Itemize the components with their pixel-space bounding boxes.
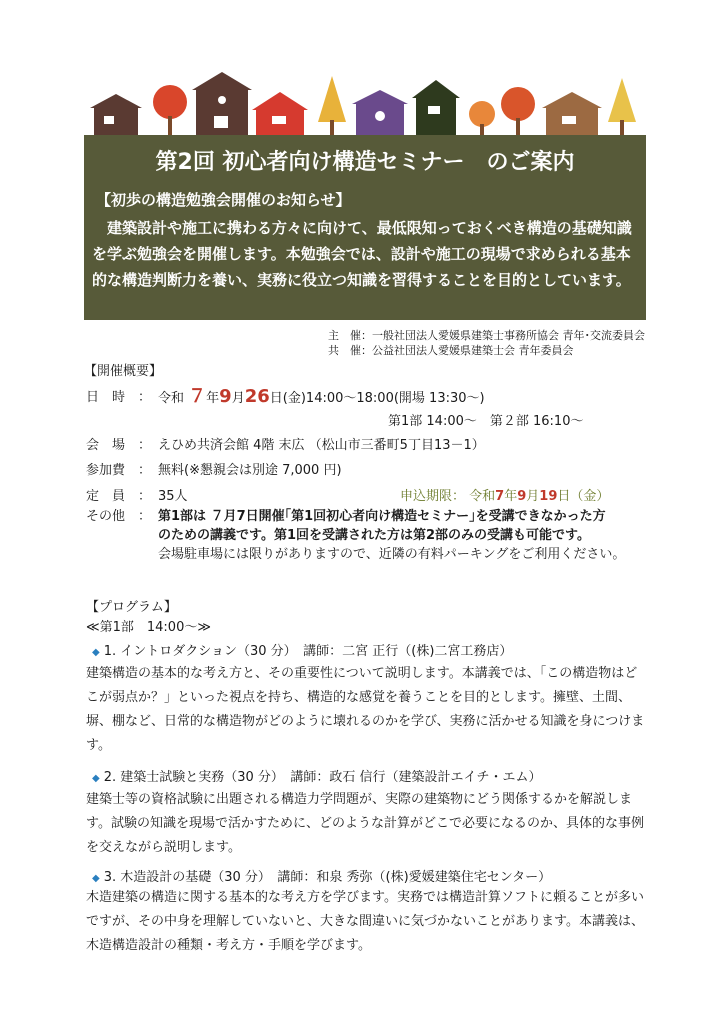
deadline-year-suffix: 年 bbox=[504, 489, 518, 504]
cohost-label: 共 催： bbox=[328, 344, 372, 357]
lecture-3-title bbox=[92, 866, 551, 885]
capacity-label: 定 員 ： bbox=[86, 489, 152, 504]
capacity-value: 35人 bbox=[158, 489, 188, 504]
fee-label: 参加費 ： bbox=[86, 463, 152, 478]
date-month-suffix: 月 bbox=[231, 391, 245, 406]
date-year: ７ bbox=[188, 386, 207, 407]
banner-subtitle: 【初歩の構造勉強会開催のお知らせ】 bbox=[96, 191, 351, 209]
other-line3: 会場駐車場には限りがありますので、近隣の有料パーキングをご利用ください。 bbox=[158, 547, 626, 562]
venue-label: 会 場 ： bbox=[86, 438, 152, 453]
lecture-2-title-text: 2. 建築士試験と実務（30 分） 講師：政石 信行（建築設計エイチ・エム） bbox=[103, 770, 542, 785]
deadline-rest: 日（金） bbox=[557, 489, 610, 504]
deadline-month-suffix: 月 bbox=[526, 489, 540, 504]
venue-value: えひめ共済会館 4階 末広 （松山市三番町5丁目13－1） bbox=[158, 438, 485, 453]
diamond-icon: ◆ bbox=[92, 873, 100, 884]
cohost-name: 公益社団法人愛媛県建築士会 青年委員会 bbox=[372, 344, 574, 357]
other-label: その他 ： bbox=[86, 509, 152, 524]
program-part1: ≪第1部 14:00～≫ bbox=[86, 620, 211, 635]
date-prefix: 令和 bbox=[158, 391, 185, 406]
date-value bbox=[158, 382, 485, 408]
deadline-label: 申込期限： bbox=[400, 489, 466, 504]
other-line2: のための講義です。第1回を受講された方は第2部のみの受講も可能です。 bbox=[158, 528, 591, 543]
other-line1: 第1部は ７月7日開催｢第1回初心者向け構造セミナー｣を受講できなかった方 bbox=[158, 509, 606, 524]
lecture-2-title bbox=[92, 766, 542, 785]
banner-body: 建築設計や施工に携わる方々に向けて、最低限知っておくべき構造の基礎知識を学ぶ勉強会を開催します。本勉強会では、設計や施工の現場で求められる基本的な構造判断力を養い、実務に役立つ知識を習得することを目的としています。 bbox=[92, 219, 632, 289]
deadline-prefix: 令和 bbox=[469, 489, 496, 504]
lecture-3-title-text: 3. 木造設計の基礎（30 分） 講師：和泉 秀弥（(株)愛媛建築住宅センター） bbox=[103, 870, 552, 885]
date-month: 9 bbox=[219, 386, 232, 407]
deadline bbox=[400, 485, 609, 504]
host-label: 主 催： bbox=[328, 329, 372, 342]
organizer-host bbox=[328, 327, 645, 343]
intro-banner bbox=[84, 135, 646, 320]
deadline-month: 9 bbox=[517, 489, 527, 504]
fee-value: 無料(※懇親会は別途 7,000 円) bbox=[158, 463, 342, 478]
date-year-suffix: 年 bbox=[206, 391, 220, 406]
page-title: 第2回 初心者向け構造セミナー のご案内 bbox=[155, 150, 575, 175]
deadline-year: 7 bbox=[495, 489, 505, 504]
date-label: 日 時 ： bbox=[86, 390, 152, 405]
date-day: 26 bbox=[244, 386, 270, 407]
host-name: 一般社団法人愛媛県建築士事務所協会 青年･交流委員会 bbox=[372, 329, 645, 342]
houses-illustration bbox=[82, 60, 644, 140]
overview-heading: 【開催概要】 bbox=[84, 364, 163, 379]
program-heading: 【プログラム】 bbox=[86, 600, 177, 615]
diamond-icon: ◆ bbox=[92, 647, 100, 658]
organizer-cohost bbox=[328, 342, 574, 358]
date-parts: 第1部 14:00～ 第２部 16:10～ bbox=[388, 414, 584, 429]
lecture-1-title-text: 1. イントロダクション（30 分） 講師：二宮 正行（(株)二宮工務店） bbox=[103, 644, 513, 659]
lecture-3-body: 木造建築の構造に関する基本的な考え方を学びます。実務では構造計算ソフトに頼ることが多いですが、その中身を理解していないと、大きな間違いに気づかないことがあります。本講義は、木造構造設計の種類・考え方・手順を学びます。 bbox=[86, 890, 644, 953]
lecture-2-body: 建築士等の資格試験に出題される構造力学問題が、実際の建築物にどう関係するかを解説します。試験の知識を現場で活かすために、どのような計算がどこで必要になるのか、具体的な事例を交えながら説明します。 bbox=[86, 792, 644, 855]
lecture-1-title bbox=[92, 640, 512, 659]
diamond-icon: ◆ bbox=[92, 773, 100, 784]
deadline-day: 19 bbox=[539, 489, 558, 504]
date-rest: 日(金)14:00～18:00(開場 13:30～) bbox=[269, 391, 485, 406]
lecture-1-body: 建築構造の基本的な考え方と、その重要性について説明します。本講義では、「この構造物はどこが弱点か？」といった視点を持ち、構造的な感覚を養うことを目的とします。擁壁、土間、塀、棚など、日常的な構造物がどのように壊れるのかを学び、実務に活かせる知識を身につけます。 bbox=[86, 666, 645, 753]
